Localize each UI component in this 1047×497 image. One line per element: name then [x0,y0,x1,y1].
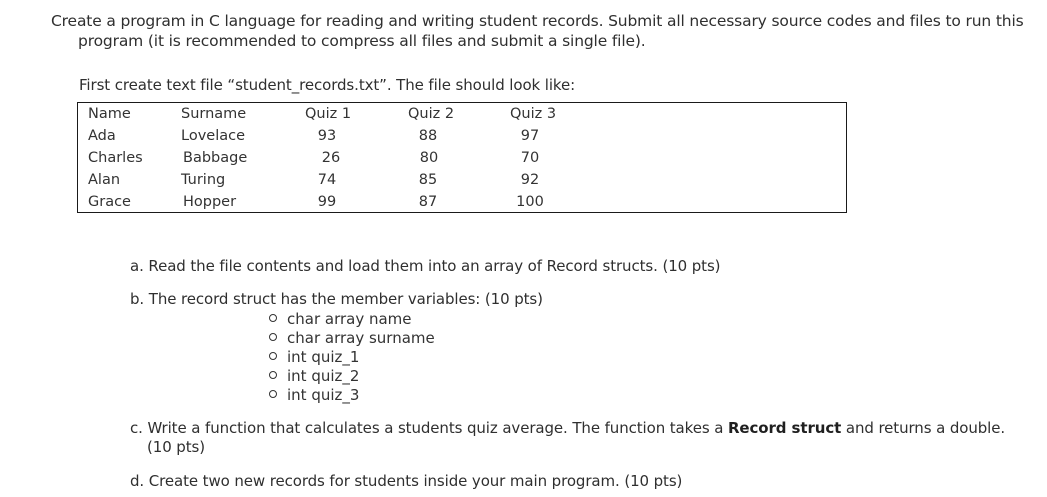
student-records-table [77,102,847,213]
header-name: Name [88,106,131,122]
cell-quiz-3: 92 [520,172,540,188]
circle-bullet-icon [269,333,277,341]
task-c-points: (10 pts) [147,438,205,456]
circle-bullet-icon [269,314,277,322]
cell-surname: Lovelace [181,128,246,144]
task-c-text: c. Write a function that calculates a students quiz average. The function takes a [130,419,728,437]
member-label: char array surname [287,329,435,347]
task-b: b. The record struct has the member variables: (10 pts) [130,290,543,308]
cell-quiz-3: 100 [516,194,544,210]
task-c-text-end: and returns a double. [841,419,1006,437]
cell-quiz-1: 93 [317,128,337,144]
member-label: int quiz_2 [287,367,360,385]
intro-line-1: Create a program in C language for reading and writing student records. Submit all necessary source codes and files to run this [51,12,1024,30]
task-a: a. Read the file contents and load them into an array of Record structs. (10 pts) [130,257,721,275]
cell-quiz-2: 85 [418,172,438,188]
cell-name: Grace [88,194,131,210]
header-quiz-2: Quiz 2 [408,106,455,122]
header-quiz-1: Quiz 1 [305,106,352,122]
circle-bullet-icon [269,390,277,398]
circle-bullet-icon [269,371,277,379]
member-item [269,348,359,366]
cell-quiz-2: 87 [418,194,438,210]
cell-quiz-2: 88 [418,128,438,144]
member-item [269,367,359,385]
cell-name: Alan [88,172,121,188]
member-label: char array name [287,310,412,328]
member-item [269,329,435,347]
member-label: int quiz_1 [287,348,360,366]
cell-surname: Hopper [183,194,237,210]
member-item [269,386,359,404]
cell-name: Ada [88,128,116,144]
task-d: d. Create two new records for students inside your main program. (10 pts) [130,472,683,490]
intro-line-2: program (it is recommended to compress all files and submit a single file). [78,32,646,50]
cell-quiz-1: 99 [317,194,337,210]
header-surname: Surname [181,106,247,122]
member-label: int quiz_3 [287,386,360,404]
task-c [130,419,1005,437]
cell-surname: Turing [181,172,226,188]
cell-quiz-3: 97 [520,128,540,144]
cell-name: Charles [88,150,143,166]
cell-quiz-1: 26 [321,150,341,166]
task-c-emphasis: Record struct [727,419,842,437]
header-quiz-3: Quiz 3 [510,106,557,122]
member-item [269,310,412,328]
file-instruction: First create text file “student_records.txt”. The file should look like: [79,76,576,94]
cell-quiz-3: 70 [520,150,540,166]
circle-bullet-icon [269,352,277,360]
cell-surname: Babbage [183,150,248,166]
cell-quiz-2: 80 [419,150,439,166]
cell-quiz-1: 74 [317,172,337,188]
